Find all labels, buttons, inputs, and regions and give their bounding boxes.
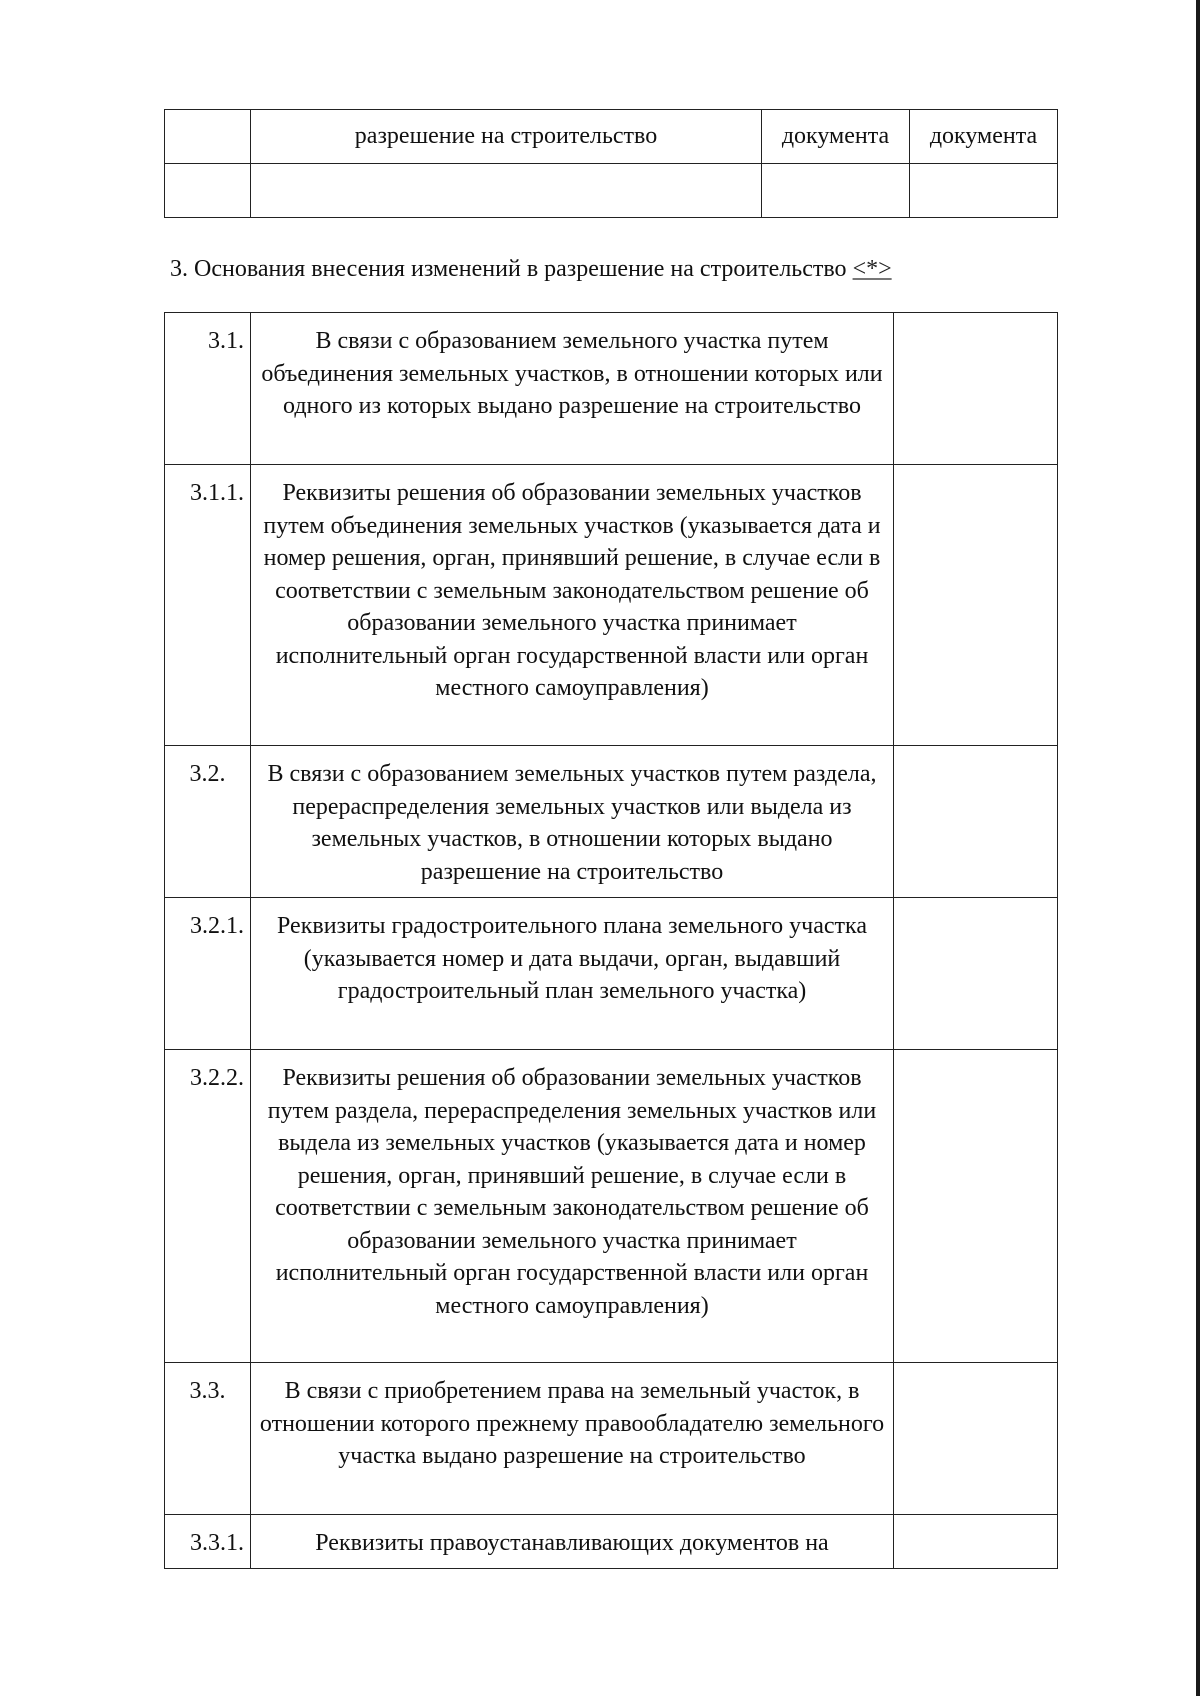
- table-row: [165, 465, 1058, 746]
- row-number-cell: 3.3.1.: [165, 1515, 251, 1569]
- row-number-cell: [165, 164, 251, 218]
- row-description-cell: В связи с образованием земельного участка путем объединения земельных участков, в отношении которых или одного из которых выдано разрешение на строительство: [251, 313, 894, 465]
- table-row: [165, 1363, 1058, 1515]
- footnote-link[interactable]: <*>: [852, 256, 892, 282]
- row-label-cell: [251, 164, 762, 218]
- row-number-cell: [165, 110, 251, 164]
- row-label-cell: разрешение на строительство: [251, 110, 762, 164]
- change-grounds-table: [164, 312, 1058, 1569]
- row-description-cell: Реквизиты решения об образовании земельных участков путем объединения земельных участков (указывается дата и номер решения, орган, принявший решение, в случае если в соответствии с земельным законодательством решение об образовании земельного участка принимает исполнительный орган государственной власти или орган местного самоуправления): [251, 465, 894, 746]
- row-number-cell: 3.1.: [165, 313, 251, 465]
- row-description-cell: Реквизиты правоустанавливающих документов на: [251, 1515, 894, 1569]
- row-description-cell: В связи с образованием земельных участков путем раздела, перераспределения земельных участков или выдела из земельных участков, в отношении которых выдано разрешение на строительство: [251, 746, 894, 898]
- row-value-cell[interactable]: [894, 1050, 1058, 1363]
- row-number-cell: 3.2.: [165, 746, 251, 898]
- row-value-cell[interactable]: [894, 898, 1058, 1050]
- row-description-cell: В связи с приобретением права на земельный участок, в отношении которого прежнему правообладателю земельного участка выдано разрешение на строительство: [251, 1363, 894, 1515]
- section-heading-text: 3. Основания внесения изменений в разрешение на строительство: [170, 256, 847, 282]
- row-description-cell: Реквизиты градостроительного плана земельного участка (указывается номер и дата выдачи, орган, выдавший градостроительный план земельного участка): [251, 898, 894, 1050]
- row-value-cell[interactable]: [894, 313, 1058, 465]
- table-row: [165, 110, 1058, 164]
- row-number-cell: 3.2.1.: [165, 898, 251, 1050]
- row-number-cell: 3.2.2.: [165, 1050, 251, 1363]
- table-row: [165, 1050, 1058, 1363]
- table-row: [165, 1515, 1058, 1569]
- page-right-border: [1196, 0, 1200, 1696]
- document-value-cell[interactable]: [910, 164, 1058, 218]
- table-row: [165, 746, 1058, 898]
- document-column-cell: документа: [762, 110, 910, 164]
- row-value-cell[interactable]: [894, 1363, 1058, 1515]
- document-value-cell[interactable]: [762, 164, 910, 218]
- document-column-cell: документа: [910, 110, 1058, 164]
- row-value-cell[interactable]: [894, 1515, 1058, 1569]
- row-value-cell[interactable]: [894, 746, 1058, 898]
- table-row: [165, 898, 1058, 1050]
- row-number-cell: 3.1.1.: [165, 465, 251, 746]
- row-description-cell: Реквизиты решения об образовании земельных участков путем раздела, перераспределения земельных участков или выдела из земельных участков (указывается дата и номер решения, орган, принявший решение, в случае если в соответствии с земельным законодательством решение об образовании земельного участка принимает исполнительный орган государственной власти или орган местного самоуправления): [251, 1050, 894, 1363]
- table-row: [165, 164, 1058, 218]
- section-heading: [170, 253, 892, 285]
- row-value-cell[interactable]: [894, 465, 1058, 746]
- table-row: [165, 313, 1058, 465]
- previous-section-table: [164, 109, 1058, 218]
- row-number-cell: 3.3.: [165, 1363, 251, 1515]
